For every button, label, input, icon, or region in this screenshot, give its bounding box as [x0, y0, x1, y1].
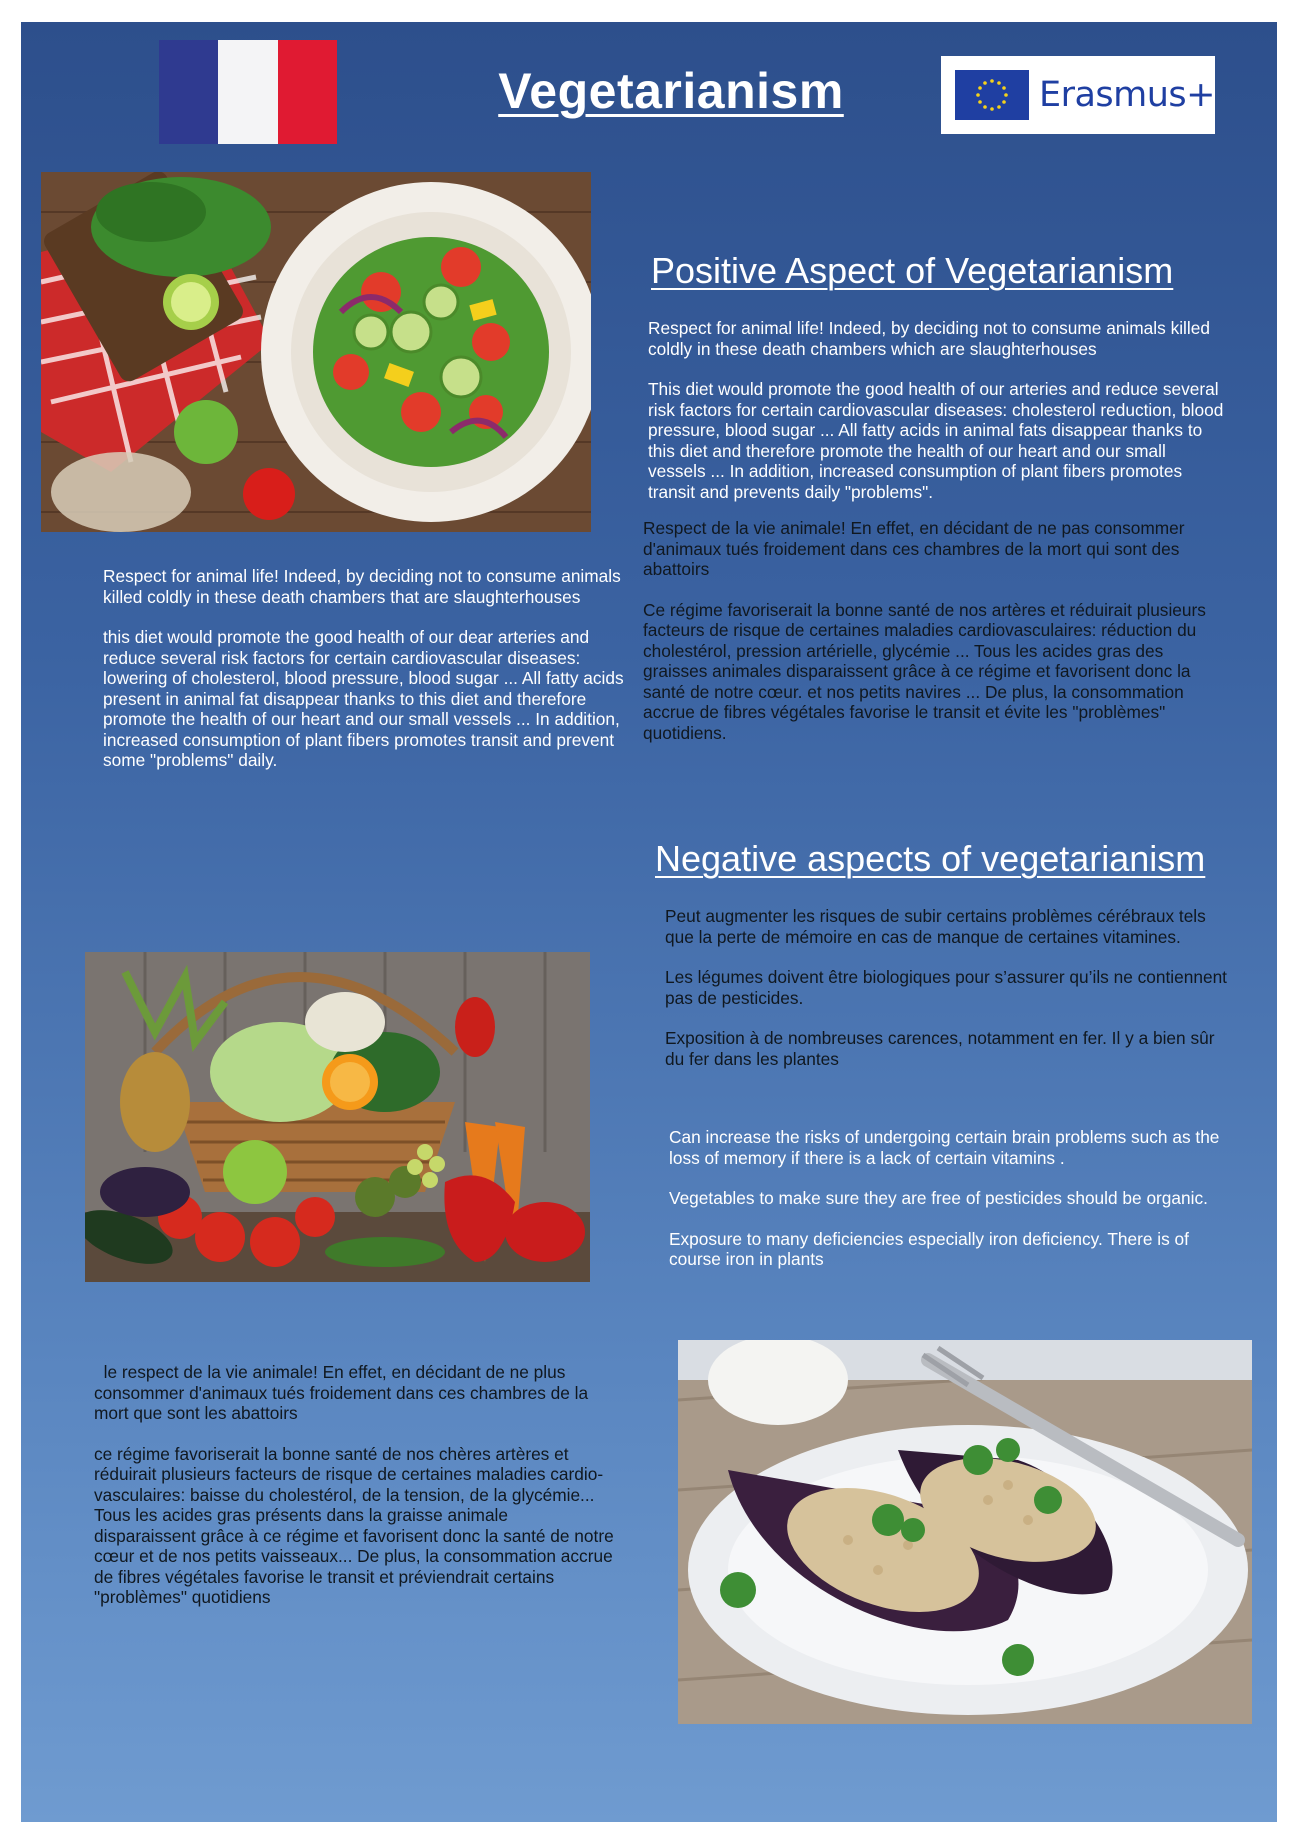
left-english-paragraph: this diet would promote the good health of our dear arteries and reduce several risk factors for certain cardiovascular diseases: lowering of cholesterol, blood pressure, blood sugar ... All fatty acids present in animal fat disappear thanks to this diet and therefore promote the health of our heart and our small vessels ... In addition, increased consumption of plant fibers promotes transit and prevent some "problems" daily. — [103, 627, 624, 770]
negative-english-paragraph: Vegetables to make sure they are free of pesticides should be organic. — [669, 1188, 1208, 1208]
positive-english-paragraph: This diet would promote the good health of our arteries and reduce several risk factors for certain cardiovascular diseases: cholesterol reduction, blood pressure, blood sugar ... All fatty acids in animal fats disappear thanks to this diet and therefore promote the health of our heart and our small vessels ... In addition, increased consumption of plant fibers promotes transit and prevents daily "problems". — [648, 379, 1224, 502]
eu-flag-icon — [955, 70, 1029, 120]
negative-french-text — [665, 906, 1230, 1089]
page-title: Vegetarianism — [498, 63, 844, 119]
french-flag — [159, 40, 337, 144]
positive-french-paragraph: Ce régime favoriserait la bonne santé de nos artères et réduirait plusieurs facteurs de risque de certaines maladies cardiovasculaires: réduction du cholestérol, pression artérielle, glycémie ... Tous les acides gras des graisses animales disparaissent grâce à ce régime et favorisent donc la santé de notre cœur. et nos petits navires ... De plus, la consommation accrue de fibres végétales favorise le transit et évite les "problèmes" quotidiens. — [643, 599, 1206, 743]
negative-french-paragraph: Peut augmenter les risques de subir certains problèmes cérébraux tels que la perte de mémoire en cas de manque de certaines vitamines. — [665, 906, 1206, 947]
salad-bowl-photo — [41, 172, 591, 532]
negative-english-paragraph: Exposure to many deficiencies especially iron deficiency. There is of course iron in plants — [669, 1228, 1189, 1269]
bottom-french-paragraph: le respect de la vie animale! En effet, en décidant de ne plus consommer d'animaux tués froidement dans ces chambres de la mort que sont les abattoirs — [94, 1362, 593, 1423]
negative-english-paragraph: Can increase the risks of undergoing certain brain problems such as the loss of memory if there is a lack of certain vitamins . — [669, 1127, 1220, 1168]
positive-french-paragraph: Respect de la vie animale! En effet, en décidant de ne pas consommer d'animaux tués froidement dans ces chambres de la mort qui sont des abattoirs — [643, 518, 1185, 579]
positive-english-text — [648, 318, 1228, 522]
positive-english-paragraph: Respect for animal life! Indeed, by deciding not to consume animals killed coldly in these death chambers which are slaughterhouses — [648, 318, 1210, 359]
stuffed-eggplant-photo — [678, 1340, 1252, 1724]
erasmus-logo-text: Erasmus+ — [1038, 75, 1215, 115]
negative-english-text — [669, 1127, 1234, 1290]
negative-french-paragraph: Les légumes doivent être biologiques pour s’assurer qu’ils ne contiennent pas de pesticides. — [665, 967, 1227, 1008]
left-english-paragraph: Respect for animal life! Indeed, by deciding not to consume animals killed coldly in these death chambers that are slaughterhouses — [103, 566, 621, 607]
erasmus-logo — [941, 56, 1215, 134]
positive-heading: Positive Aspect of Vegetarianism — [651, 250, 1174, 291]
negative-heading: Negative aspects of vegetarianism — [655, 838, 1206, 879]
bottom-french-text — [94, 1362, 614, 1628]
bottom-french-paragraph: ce régime favoriserait la bonne santé de nos chères artères et réduirait plusieurs facteurs de risque de certaines maladies cardio-vasculaires: baisse du cholestérol, de la tension, de la glycémie... Tous les acides gras présents dans la graisse animale disparaissent grâce à ce régime et favorisent donc la santé de notre cœur et de nos petits vaisseaux... De plus, la consommation accrue de fibres végétales favorise le transit et préviendrait certains "problèmes" quotidiens — [94, 1443, 614, 1607]
vegetable-basket-photo — [85, 952, 590, 1282]
left-english-text — [103, 566, 643, 791]
positive-french-text — [643, 518, 1223, 763]
poster — [21, 22, 1277, 1822]
negative-french-paragraph: Exposition à de nombreuses carences, notamment en fer. Il y a bien sûr du fer dans les plantes — [665, 1028, 1215, 1069]
